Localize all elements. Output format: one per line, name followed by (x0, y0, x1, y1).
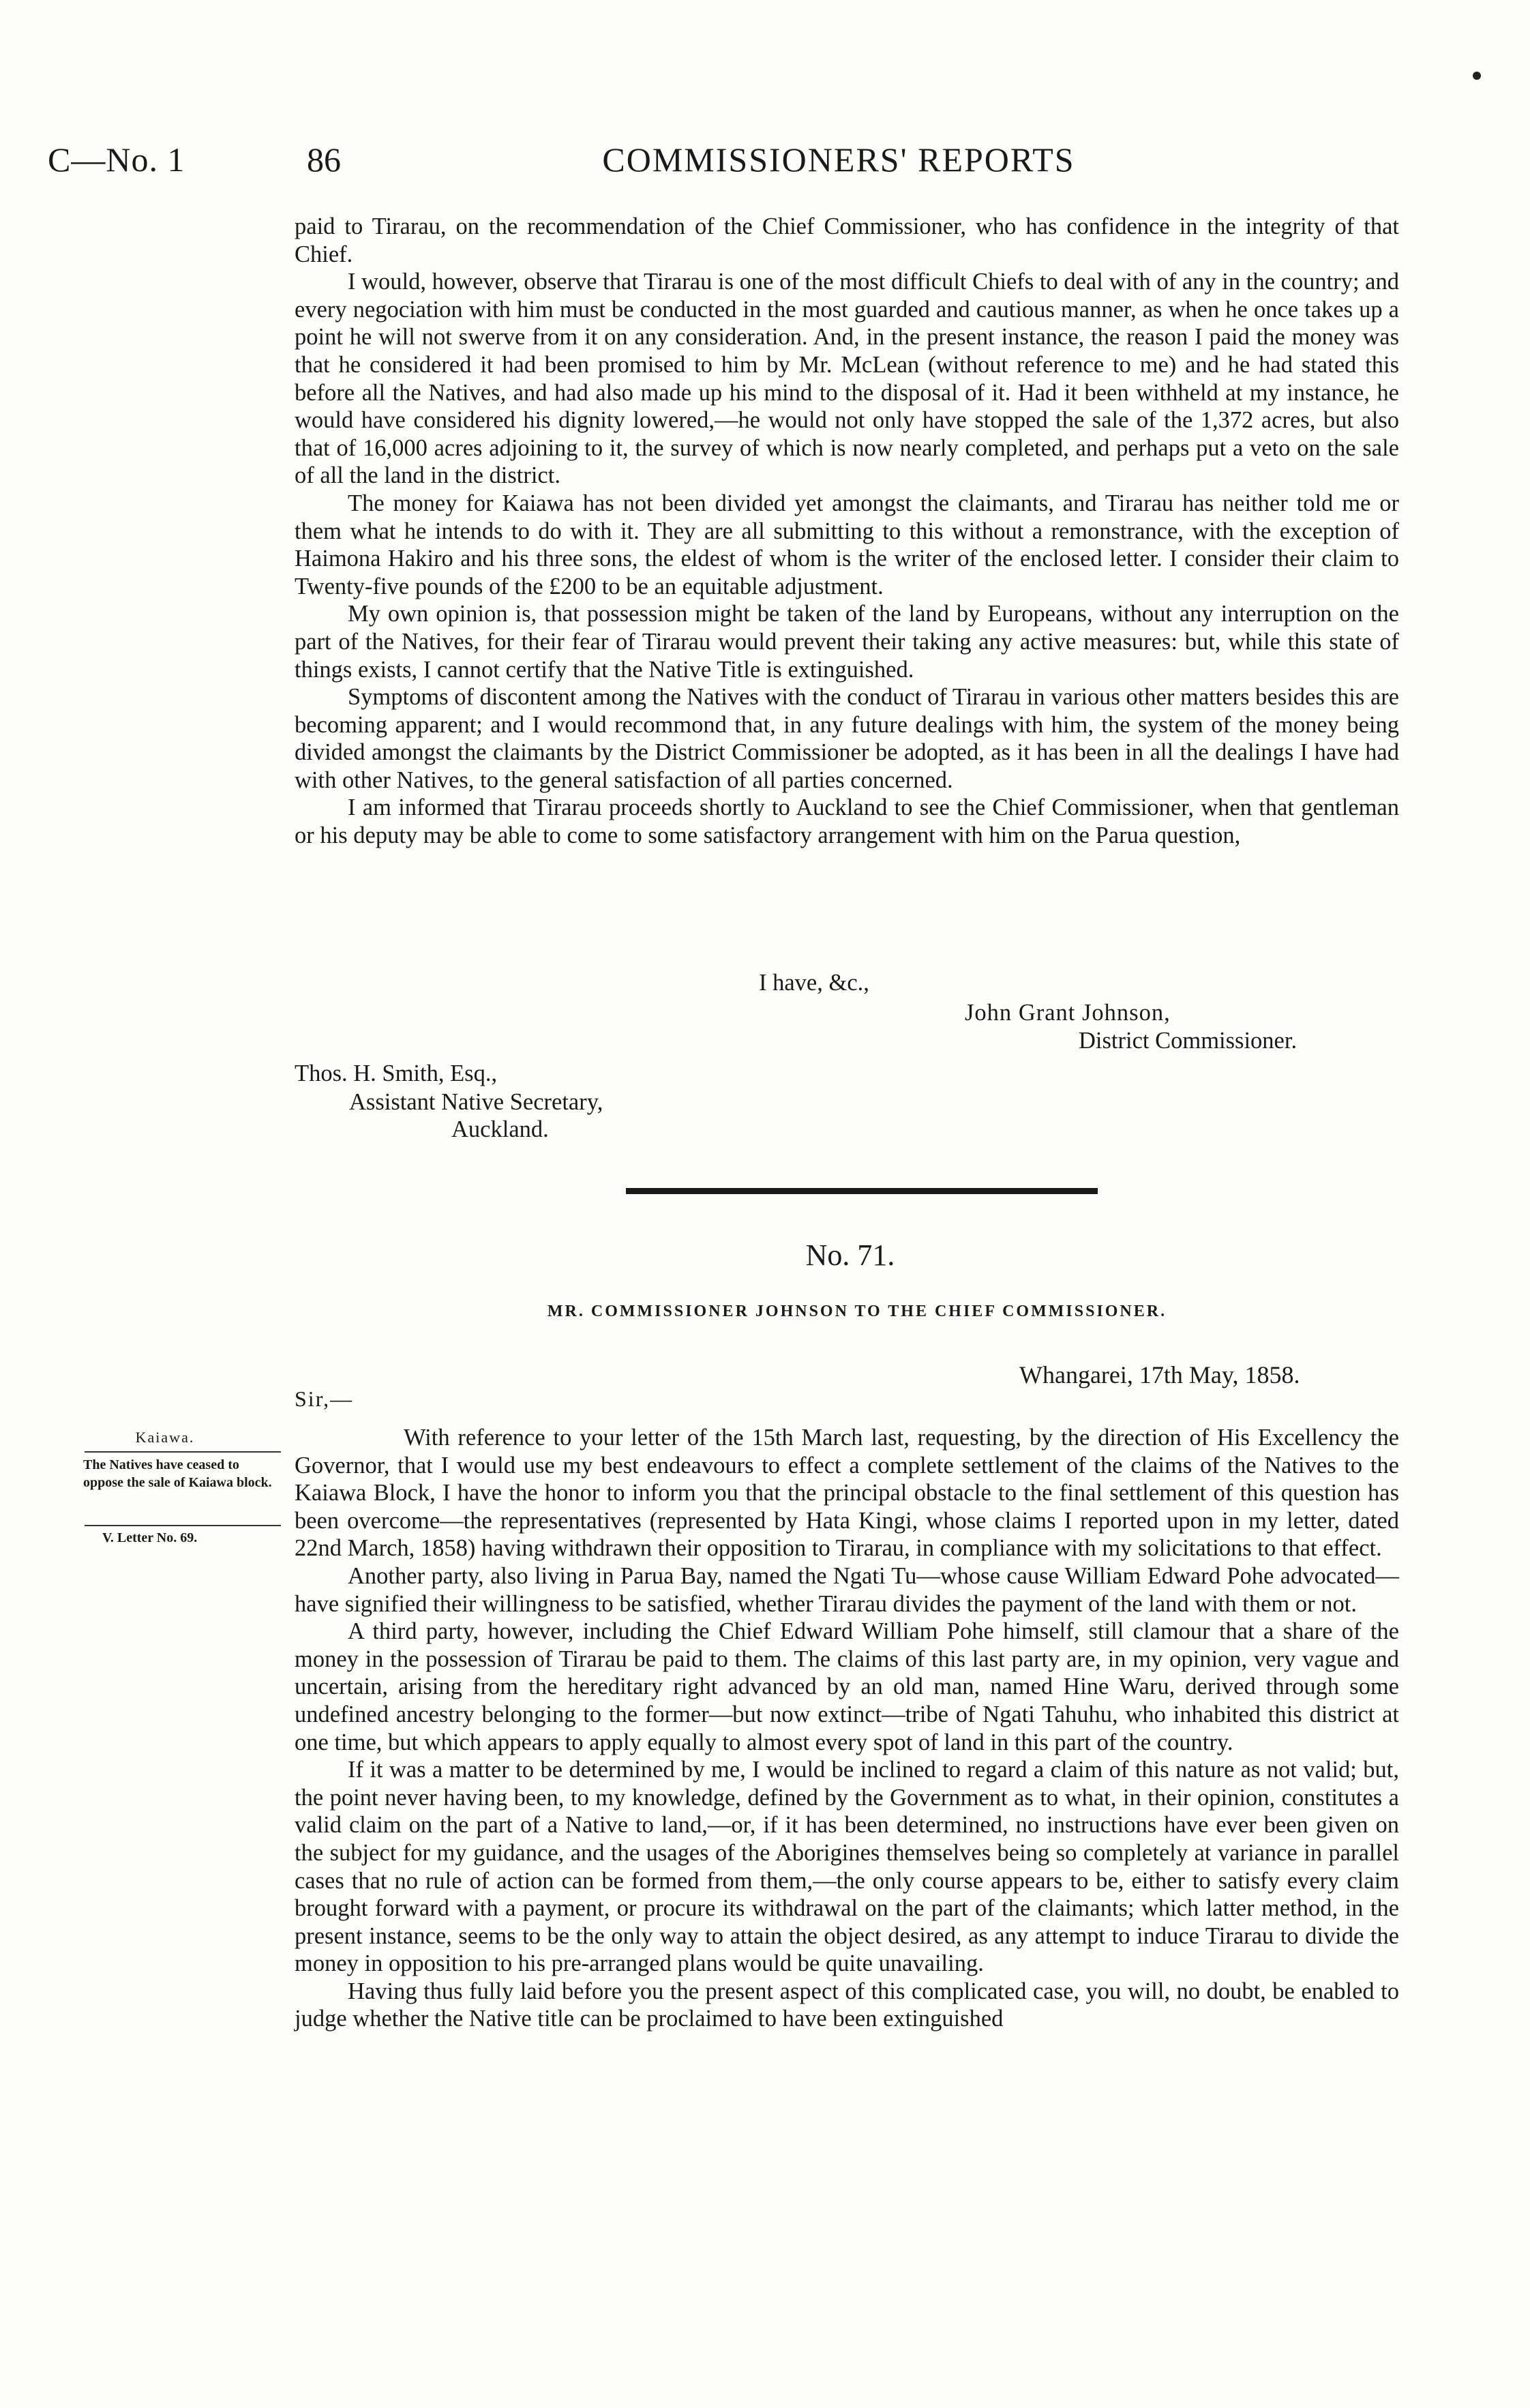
salutation: Sir,— (295, 1386, 354, 1411)
running-title: COMMISSIONERS' REPORTS (602, 140, 1075, 179)
signature-middle: Grant (1018, 1000, 1076, 1026)
paragraph: Having thus fully laid before you the present aspect of this complicated case, you will, no doubt, be enabled to judge whether the Native title can be proclaimed to have been extinguished (295, 1978, 1399, 2032)
paragraph: Another party, also living in Parua Bay, named the Ngati Tu—whose cause William Edward Pohe advocated—have signified their willingness to be satisfied, whether Tirarau divides the payment of the land with them or not. (295, 1562, 1399, 1617)
paragraph: If it was a matter to be determined by me, I would be inclined to regard a claim of this nature as not valid; but, the point never having been, to my knowledge, defined by the Government as to what, in their opinion, constitutes a valid claim on the part of a Native to land,—or, if it has been determined, no instructions have ever been given on the subject for my guidance, and the usages of the Aborigines themselves being so completely at variance in parallel cases that no rule of action can be formed from them,—the only course appears to be, either to satisfy every claim brought forward with a payment, or procure its withdrawal on the part of the claimants; which latter method, in the present instance, seems to be the only way to attain the object desired, as any attempt to induce Tirarau to divide the money in opposition to his pre-arranged plans would be quite unavailing. (295, 1757, 1399, 1977)
margin-note-body: The Natives have ceased to oppose the sale of Kaiawa block. (83, 1457, 272, 1490)
letter-two-body (295, 1424, 1399, 2033)
paragraph: I am informed that Tirarau proceeds shortly to Auckland to see the Chief Commissioner, when that gentleman or his deputy may be able to come to some satisfactory arrangement with him on the Parua question, (295, 794, 1399, 849)
dateline: Whangarei, 17th May, 1858. (1019, 1361, 1300, 1388)
addressee-title: Assistant Native Secretary, (349, 1089, 603, 1115)
margin-note-title: Kaiawa. (135, 1429, 195, 1446)
closing-phrase: I have, &c., (759, 970, 869, 996)
addressee-name: Thos. H. Smith, Esq., (295, 1060, 498, 1086)
signature-first: John (965, 1000, 1012, 1026)
paragraph: The money for Kaiawa has not been divided yet amongst the claimants, and Tirarau has neither told me or them what he intends to do with it. They are all submitting to this without a remonstrance, with the exception of Haimona Hakiro and his three sons, the eldest of whom is the writer of the enclosed letter. I consider their claim to Twenty-five pounds of the £200 to be an equitable adjustment. (295, 490, 1399, 599)
signatory-office: District Commissioner. (1079, 1028, 1298, 1054)
letter-one-body (295, 213, 1399, 850)
paragraph: paid to Tirarau, on the recommendation of the Chief Commissioner, who has confidence in the integrity of that Chief. (295, 213, 1399, 267)
paragraph: With reference to your letter of the 15th March last, requesting, by the direction of His Excellency the Governor, that I would use my best endeavours to effect a complete settlement of the claims of the Natives to the Kaiawa Block, I have the honor to inform you that the principal obstacle to the final settlement of this question has been overcome—the representatives (represented by Hata Kingi, whose claims I reported upon in my letter, dated 22nd March, 1858) having withdrawn their opposition to Tirarau, in compliance with my solicitations to that effect. (295, 1425, 1399, 1562)
paragraph: I would, however, observe that Tirarau is one of the most difficult Chiefs to deal with of any in the country; and every negociation with him must be conducted in the most guarded and cautious manner, as when he once takes up a point he will not swerve from it on any consideration. And, in the present instance, the reason I paid the money was that he considered it had been promised to him by Mr. McLean (without reference to me) and he had stated this before all the Natives, and had also made up his mind to the disposal of it. Had it been withheld at my instance, he would have considered his dignity lowered,—he would not only have stopped the sale of the 1,372 acres, but also that of 16,000 acres adjoining to it, the survey of which is now nearly completed, and perhaps put a veto on the sale of all the land in the district. (295, 269, 1399, 489)
paragraph: Symptoms of discontent among the Natives with the conduct of Tirarau in various other matters besides this are becoming apparent; and I would recommond that, in any future dealings with him, the system of the money being divided amongst the claimants by the District Commissioner be adopted, as it has been in all the dealings I have had with other Natives, to the general satisfaction of all parties concerned. (295, 684, 1399, 793)
letter-number: No. 71. (805, 1238, 895, 1272)
margin-rule (85, 1525, 281, 1526)
letter-heading: MR. COMMISSIONER JOHNSON TO THE CHIEF COMMISSIONER. (547, 1303, 1167, 1320)
paragraph: A third party, however, including the Chief Edward William Pohe himself, still clamour that a share of the money in the possession of Tirarau be paid to them. The claims of this last party are, in my opinion, very vague and uncertain, arising from the hereditary right advanced by an old man, named Hine Waru, derived through some undefined ancestry belonging to the former—but now extinct—tribe of Ngati Tahuhu, who inhabited this district at one time, but which appears to apply equally to almost every spot of land in this part of the country. (295, 1618, 1399, 1755)
page-header (48, 140, 1480, 194)
signature (965, 1000, 1171, 1026)
paragraph: My own opinion is, that possession might be taken of the land by Europeans, without any interruption on the part of the Natives, for their fear of Tirarau would prevent their taking any active measures: but, while this state of things exists, I cannot certify that the Native Title is extinguished. (295, 601, 1399, 683)
paper-code: C—No. 1 (48, 140, 185, 179)
signature-last: Johnson, (1082, 1000, 1171, 1026)
margin-rule (85, 1451, 281, 1453)
margin-note-reference: V. Letter No. 69. (102, 1530, 198, 1545)
section-divider (626, 1188, 1098, 1194)
page-number: 86 (307, 140, 341, 179)
addressee-place: Auckland. (451, 1116, 549, 1142)
ink-speck (1473, 72, 1481, 80)
